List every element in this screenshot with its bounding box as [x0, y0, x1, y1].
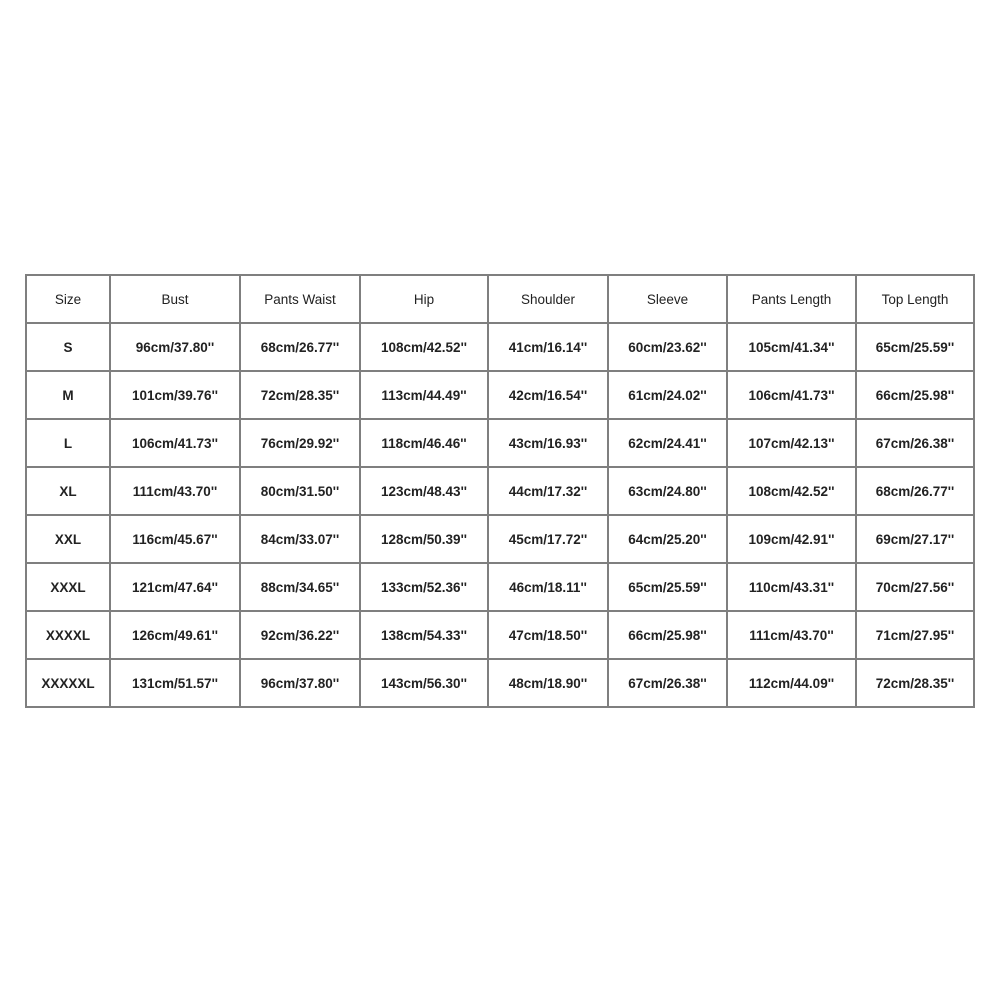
- header-sleeve: Sleeve: [608, 275, 727, 323]
- cell-size: XXXXL: [26, 611, 110, 659]
- header-shoulder: Shoulder: [488, 275, 608, 323]
- cell-sleeve: 66cm/25.98'': [608, 611, 727, 659]
- cell-bust: 121cm/47.64'': [110, 563, 240, 611]
- header-top-length: Top Length: [856, 275, 974, 323]
- cell-pants-length: 110cm/43.31'': [727, 563, 856, 611]
- cell-pants-length: 105cm/41.34'': [727, 323, 856, 371]
- cell-top-length: 66cm/25.98'': [856, 371, 974, 419]
- cell-size: XXL: [26, 515, 110, 563]
- cell-shoulder: 46cm/18.11'': [488, 563, 608, 611]
- cell-bust: 126cm/49.61'': [110, 611, 240, 659]
- cell-pants-waist: 76cm/29.92'': [240, 419, 360, 467]
- cell-pants-length: 107cm/42.13'': [727, 419, 856, 467]
- cell-hip: 143cm/56.30'': [360, 659, 488, 707]
- cell-shoulder: 44cm/17.32'': [488, 467, 608, 515]
- cell-sleeve: 63cm/24.80'': [608, 467, 727, 515]
- cell-hip: 138cm/54.33'': [360, 611, 488, 659]
- cell-top-length: 70cm/27.56'': [856, 563, 974, 611]
- cell-bust: 106cm/41.73'': [110, 419, 240, 467]
- cell-top-length: 72cm/28.35'': [856, 659, 974, 707]
- table-row: [26, 323, 974, 371]
- cell-shoulder: 41cm/16.14'': [488, 323, 608, 371]
- header-bust: Bust: [110, 275, 240, 323]
- cell-top-length: 69cm/27.17'': [856, 515, 974, 563]
- cell-sleeve: 62cm/24.41'': [608, 419, 727, 467]
- cell-size: L: [26, 419, 110, 467]
- table-row: [26, 467, 974, 515]
- cell-shoulder: 42cm/16.54'': [488, 371, 608, 419]
- cell-hip: 123cm/48.43'': [360, 467, 488, 515]
- cell-size: S: [26, 323, 110, 371]
- cell-hip: 133cm/52.36'': [360, 563, 488, 611]
- cell-pants-length: 109cm/42.91'': [727, 515, 856, 563]
- table-row: [26, 419, 974, 467]
- cell-pants-waist: 84cm/33.07'': [240, 515, 360, 563]
- table-row: [26, 563, 974, 611]
- header-row: [26, 275, 974, 323]
- cell-pants-length: 108cm/42.52'': [727, 467, 856, 515]
- cell-size: XL: [26, 467, 110, 515]
- header-pants-waist: Pants Waist: [240, 275, 360, 323]
- table-row: [26, 611, 974, 659]
- size-chart-table: [25, 274, 975, 708]
- cell-bust: 96cm/37.80'': [110, 323, 240, 371]
- cell-shoulder: 45cm/17.72'': [488, 515, 608, 563]
- cell-hip: 108cm/42.52'': [360, 323, 488, 371]
- cell-size: XXXXXL: [26, 659, 110, 707]
- cell-pants-length: 106cm/41.73'': [727, 371, 856, 419]
- cell-sleeve: 61cm/24.02'': [608, 371, 727, 419]
- cell-pants-waist: 88cm/34.65'': [240, 563, 360, 611]
- header-hip: Hip: [360, 275, 488, 323]
- cell-pants-length: 111cm/43.70'': [727, 611, 856, 659]
- cell-bust: 111cm/43.70'': [110, 467, 240, 515]
- header-pants-length: Pants Length: [727, 275, 856, 323]
- table-row: [26, 659, 974, 707]
- cell-shoulder: 48cm/18.90'': [488, 659, 608, 707]
- table-row: [26, 515, 974, 563]
- cell-size: M: [26, 371, 110, 419]
- cell-hip: 113cm/44.49'': [360, 371, 488, 419]
- cell-hip: 128cm/50.39'': [360, 515, 488, 563]
- cell-pants-waist: 68cm/26.77'': [240, 323, 360, 371]
- cell-pants-waist: 72cm/28.35'': [240, 371, 360, 419]
- cell-sleeve: 64cm/25.20'': [608, 515, 727, 563]
- cell-bust: 116cm/45.67'': [110, 515, 240, 563]
- cell-top-length: 68cm/26.77'': [856, 467, 974, 515]
- cell-top-length: 67cm/26.38'': [856, 419, 974, 467]
- cell-shoulder: 47cm/18.50'': [488, 611, 608, 659]
- cell-hip: 118cm/46.46'': [360, 419, 488, 467]
- cell-bust: 101cm/39.76'': [110, 371, 240, 419]
- cell-pants-waist: 92cm/36.22'': [240, 611, 360, 659]
- cell-sleeve: 65cm/25.59'': [608, 563, 727, 611]
- cell-size: XXXL: [26, 563, 110, 611]
- table-row: [26, 371, 974, 419]
- cell-pants-waist: 96cm/37.80'': [240, 659, 360, 707]
- cell-sleeve: 60cm/23.62'': [608, 323, 727, 371]
- cell-top-length: 71cm/27.95'': [856, 611, 974, 659]
- cell-shoulder: 43cm/16.93'': [488, 419, 608, 467]
- cell-pants-length: 112cm/44.09'': [727, 659, 856, 707]
- size-chart-body: [26, 323, 974, 707]
- cell-pants-waist: 80cm/31.50'': [240, 467, 360, 515]
- size-chart-header: [26, 275, 974, 323]
- header-size: Size: [26, 275, 110, 323]
- cell-top-length: 65cm/25.59'': [856, 323, 974, 371]
- cell-sleeve: 67cm/26.38'': [608, 659, 727, 707]
- cell-bust: 131cm/51.57'': [110, 659, 240, 707]
